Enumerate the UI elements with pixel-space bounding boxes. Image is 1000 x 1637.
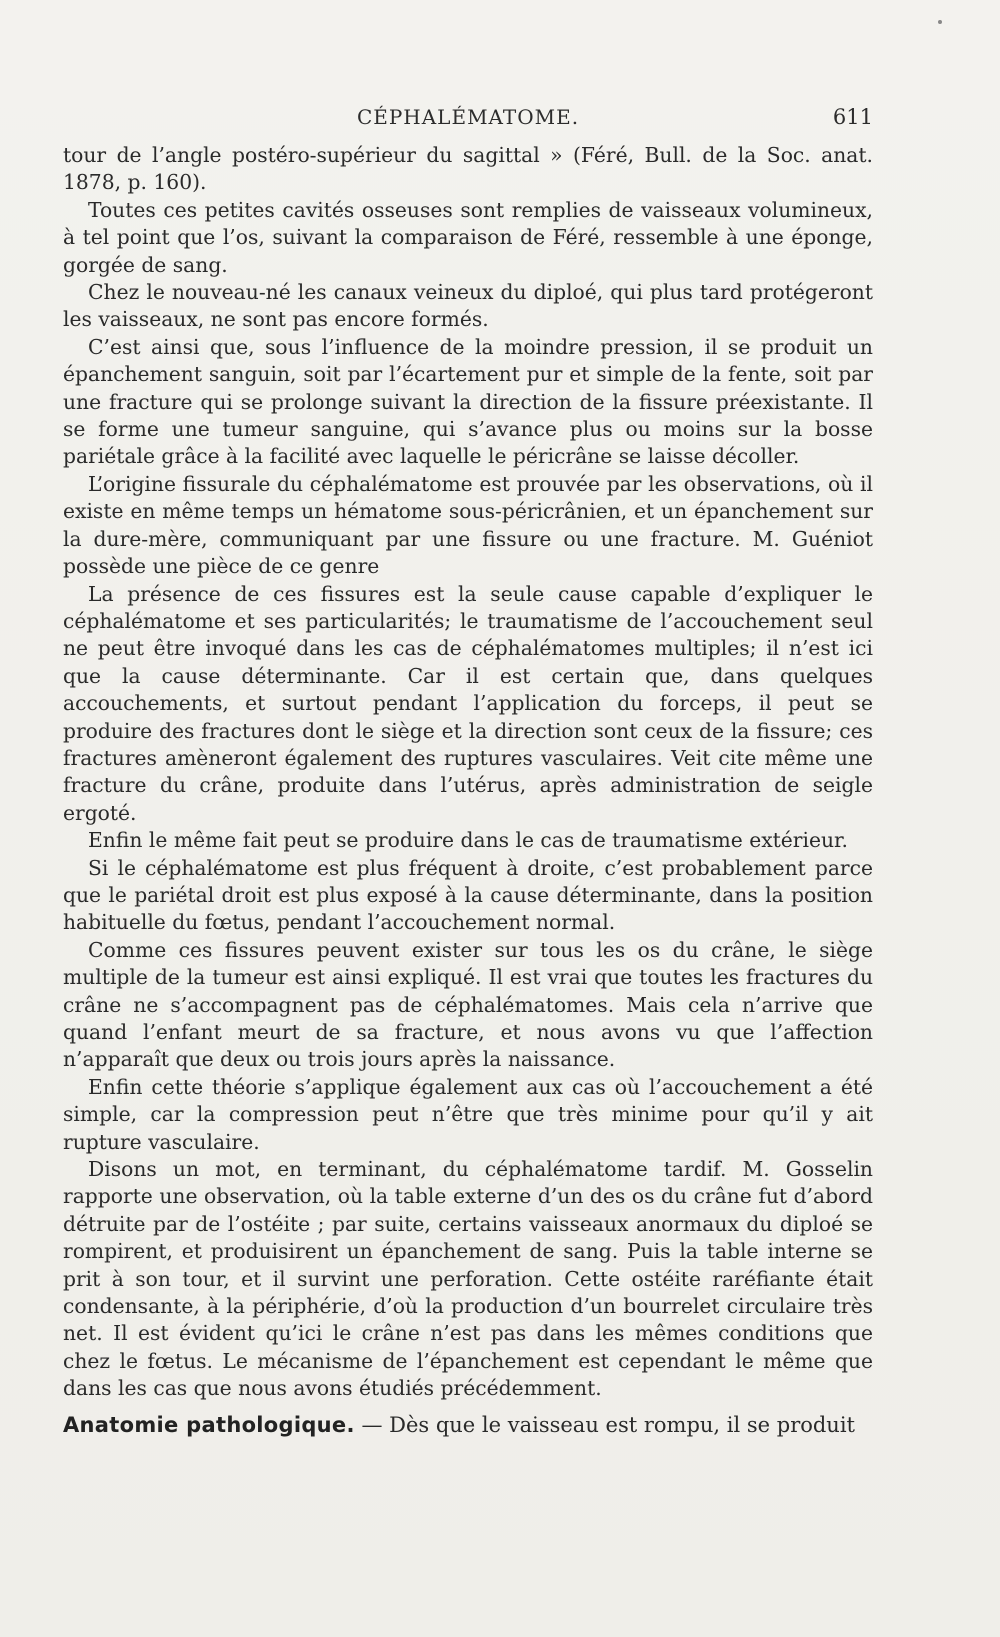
paragraph: C’est ainsi que, sous l’influence de la moindre pression, il se produit un épanchement sanguin, soit par l’écartement pur et simple de la fente, soit par une fracture qui se prolonge suivant la direction de la fissure préexistante. Il se forme une tumeur sanguine, qui s’avance plus ou moins sur la bosse pariétale grâce à la facilité avec laquelle le péricrâne se laisse décoller. (63, 334, 873, 469)
paragraph: Chez le nouveau-né les canaux veineux du diploé, qui plus tard protégeront les vaisseaux, ne sont pas encore formés. (63, 280, 873, 332)
paragraph: Comme ces fissures peuvent exister sur tous les os du crâne, le siège multiple de la tumeur est ainsi expliqué. Il est vrai que toutes les fractures du crâne ne s’accompagnent pas de céphalématomes. Mais cela n’arrive que quand l’enfant meurt de sa fracture, et nous avons vu que l’affection n’apparaît que deux ou trois jours après la naissance. (63, 937, 873, 1072)
section-heading: Anatomie pathologique. (63, 1413, 355, 1437)
paragraph: Enfin le même fait peut se produire dans le cas de traumatisme extérieur. (88, 828, 848, 853)
paragraph: Disons un mot, en terminant, du céphalématome tardif. M. Gosselin rapporte une observation, où la table externe d’un des os du crâne fut d’abord détruite par de l’ostéite ; par suite, certains vaisseaux anormaux du diploé se rompirent, et produisirent un épanchement de sang. Puis la table interne se prit à son tour, et il survint une perforation. Cette ostéite raréfiante était condensante, à la périphérie, d’où la production d’un bourrelet circulaire très net. Il est évident qu’ici le crâne n’est pas dans les mêmes conditions que chez le fœtus. Le mécanisme de l’épanchement est cependant le même que dans les cas que nous avons étudiés précédemment. (63, 1157, 873, 1401)
paragraph: Enfin cette théorie s’applique également aux cas où l’accouchement a été simple, car la compression peut n’être que très minime pour qu’il y ait rupture vasculaire. (63, 1074, 873, 1154)
body-text (63, 142, 873, 1403)
section-heading-line (63, 1410, 883, 1440)
section-text: — Dès que le vaisseau est rompu, il se produit (354, 1413, 855, 1437)
paragraph: L’origine fissurale du céphalématome est prouvée par les observations, où il existe en même temps un hématome sous-péricrânien, et un épanchement sur la dure-mère, communiquant par une fissure ou une fracture. M. Guéniot possède une pièce de ce genre (63, 471, 873, 579)
paragraph: La présence de ces fissures est la seule cause capable d’expliquer le céphalématome et ses particularités; le traumatisme de l’accouchement seul ne peut être invoqué dans les cas de céphalématomes multiples; il n’est ici que la cause déterminante. Car il est certain que, dans quelques accouchements, et surtout pendant l’application du forceps, il peut se produire des fractures dont le siège et la direction sont ceux de la fissure; ces fractures amèneront également des ruptures vasculaires. Veit cite même une fracture du crâne, produite dans l’utérus, après administration de seigle ergoté. (63, 581, 873, 825)
paper-speck (938, 20, 942, 24)
page-header (63, 105, 873, 135)
paragraph: tour de l’angle postéro-supérieur du sagittal » (Féré, Bull. de la Soc. anat. 1878, p. 160). (63, 143, 873, 195)
paragraph: Si le céphalématome est plus fréquent à droite, c’est probablement parce que le pariétal droit est plus exposé à la cause déterminante, dans la position habituelle du fœtus, pendant l’accouchement normal. (63, 855, 873, 935)
page-number: 611 (832, 105, 873, 129)
running-title: CÉPHALÉMATOME. (356, 105, 580, 129)
paragraph: Toutes ces petites cavités osseuses sont remplies de vaisseaux volumineux, à tel point que l’os, suivant la comparaison de Féré, ressemble à une éponge, gorgée de sang. (63, 197, 873, 277)
